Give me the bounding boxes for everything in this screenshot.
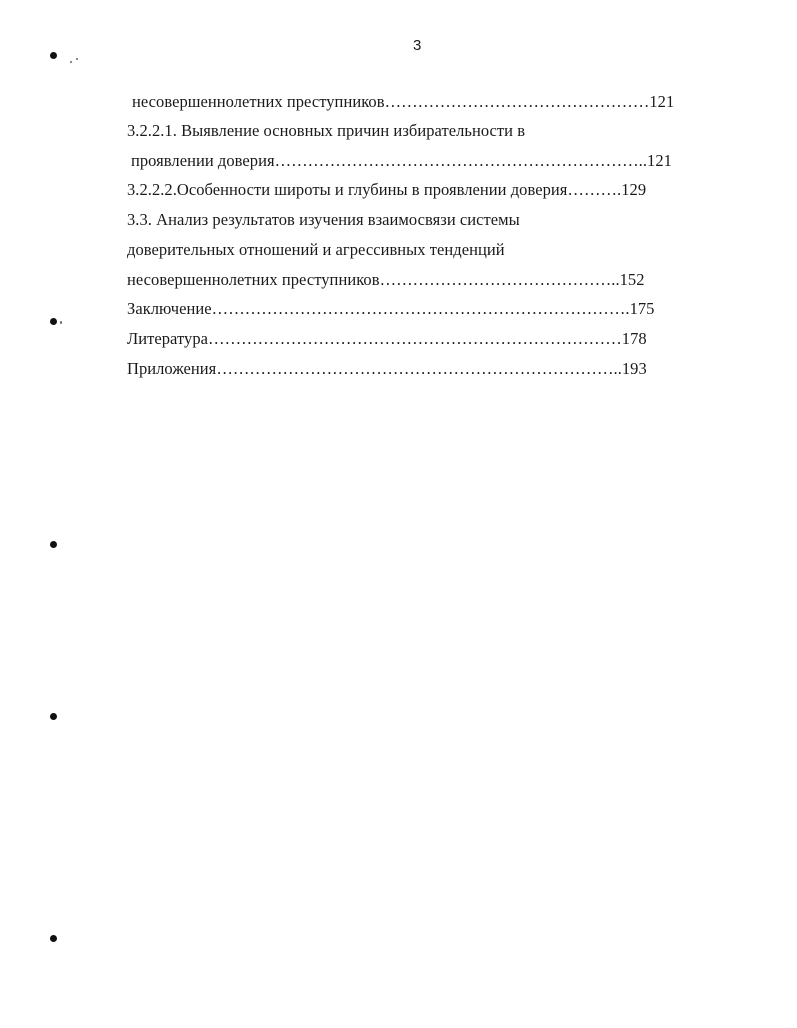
- toc-entry: Литература…………………………………………………………………178: [127, 329, 647, 348]
- toc-entry: 3.3. Анализ результатов изучения взаимосвязи системы: [127, 210, 520, 229]
- scan-speck: [60, 321, 62, 324]
- toc-entry: 3.2.2.1. Выявление основных причин избирательности в: [127, 121, 526, 140]
- toc-entry: 3.2.2.2.Особенности широты и глубины в проявлении доверия……….129: [127, 180, 647, 199]
- toc-entry: доверительных отношений и агрессивных тенденций: [127, 240, 505, 259]
- toc-entry: Приложения………………………………………………………………..193: [127, 359, 647, 378]
- page-number: 3: [413, 37, 422, 54]
- scan-speck: [70, 61, 72, 63]
- toc-entry: проявлении доверия…………………………………………………………..121: [131, 151, 672, 170]
- scan-speck: [76, 58, 78, 60]
- toc-entry: несовершеннолетних преступников……………………………………..152: [127, 270, 645, 289]
- toc-entry: несовершеннолетних преступников…………………………………………121: [132, 92, 675, 111]
- scan-hole-mark: [50, 935, 57, 942]
- scan-hole-mark: [50, 541, 57, 548]
- scan-hole-mark: [50, 713, 57, 720]
- scan-hole-mark: [50, 318, 57, 325]
- scan-hole-mark: [50, 52, 57, 59]
- toc-entry: Заключение………………………………………………………………….175: [127, 299, 655, 318]
